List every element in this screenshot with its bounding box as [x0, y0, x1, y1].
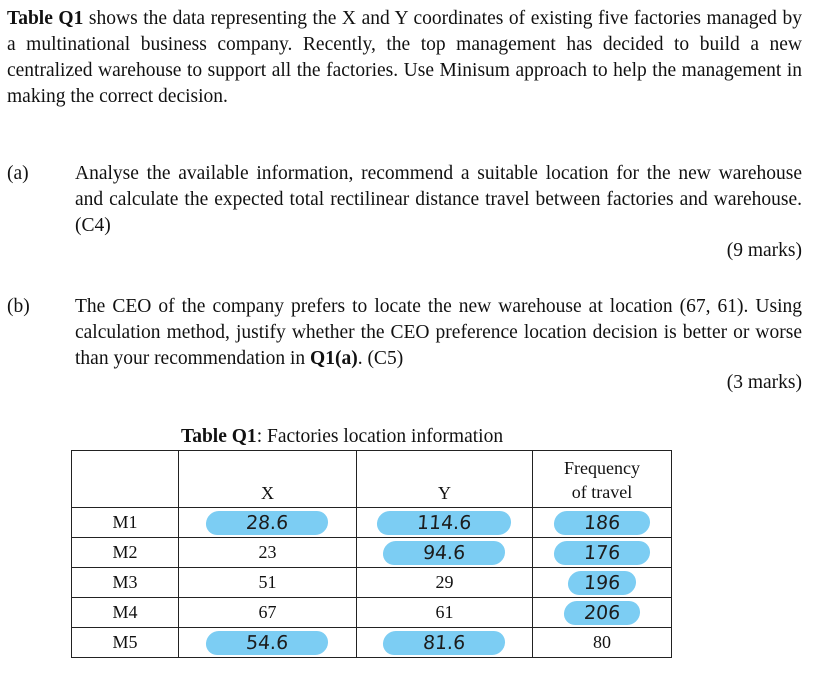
factory-name: M4 [72, 598, 179, 628]
table-header-row [72, 451, 672, 508]
factory-name: M1 [72, 508, 179, 538]
table-caption-text: : Factories location information [256, 426, 504, 447]
handwritten-y: 81.6 [383, 631, 507, 655]
y-cell: 61 [357, 598, 533, 628]
header-frequency-line1: Frequency [564, 458, 640, 478]
header-frequency-line2: of travel [571, 482, 633, 502]
x-cell [179, 628, 357, 658]
x-cell: 23 [179, 538, 357, 568]
question-b-marks: (3 marks) [726, 372, 802, 393]
handwritten-frequency: 176 [553, 541, 651, 565]
factories-table [71, 450, 672, 658]
table-caption [181, 426, 503, 448]
handwritten-x: 28.6 [206, 511, 330, 535]
handwritten-frequency: 196 [567, 571, 637, 595]
x-cell: 51 [179, 568, 357, 598]
y-cell [357, 538, 533, 568]
handwritten-x: 54.6 [206, 631, 330, 655]
frequency-cell [533, 538, 672, 568]
table-row [72, 568, 672, 598]
x-cell [179, 508, 357, 538]
factory-name: M3 [72, 568, 179, 598]
x-cell: 67 [179, 598, 357, 628]
table-row [72, 538, 672, 568]
frequency-cell [533, 598, 672, 628]
frequency-cell [533, 508, 672, 538]
header-empty [72, 451, 179, 508]
question-a-text: Analyse the available information, recommend a suitable location for the new warehouse and calculate the expected total rectilinear distance travel between factories and warehouse. (C4) [75, 163, 802, 236]
question-a-label: (a) [7, 163, 29, 184]
header-frequency [533, 451, 672, 508]
handwritten-y: 94.6 [383, 541, 507, 565]
table-row [72, 508, 672, 538]
question-b-reference: Q1(a) [310, 348, 358, 369]
handwritten-y: 114.6 [376, 511, 512, 535]
question-a-marks: (9 marks) [726, 240, 802, 261]
intro-text: shows the data representing the X and Y coordinates of existing five factories managed by a multinational business company. Recently, the top management has decided to build a new centralized warehouse to support all the factories. Use Minisum approach to help the management in making the correct decision. [7, 8, 802, 107]
table-row [72, 598, 672, 628]
intro-paragraph [7, 6, 802, 110]
question-b-text-before: The CEO of the company prefers to locate the new warehouse at location (67, 61). Using calculation method, justify whether the CEO preference location decision is better or worse than your recommendation in [75, 296, 802, 369]
handwritten-frequency: 206 [563, 601, 641, 625]
question-b-text-after: . (C5) [357, 348, 404, 369]
factory-name: M5 [72, 628, 179, 658]
y-cell: 29 [357, 568, 533, 598]
table-reference: Table Q1 [7, 8, 84, 29]
question-b-text [75, 294, 802, 372]
y-cell [357, 628, 533, 658]
table-caption-ref: Table Q1 [181, 426, 257, 447]
handwritten-frequency: 186 [553, 511, 651, 535]
question-a [0, 161, 827, 271]
frequency-cell [533, 568, 672, 598]
factory-name: M2 [72, 538, 179, 568]
y-cell [357, 508, 533, 538]
frequency-cell: 80 [533, 628, 672, 658]
question-b [0, 294, 827, 384]
header-y: Y [357, 451, 533, 508]
header-x: X [179, 451, 357, 508]
question-b-label: (b) [7, 296, 30, 317]
table-row [72, 628, 672, 658]
